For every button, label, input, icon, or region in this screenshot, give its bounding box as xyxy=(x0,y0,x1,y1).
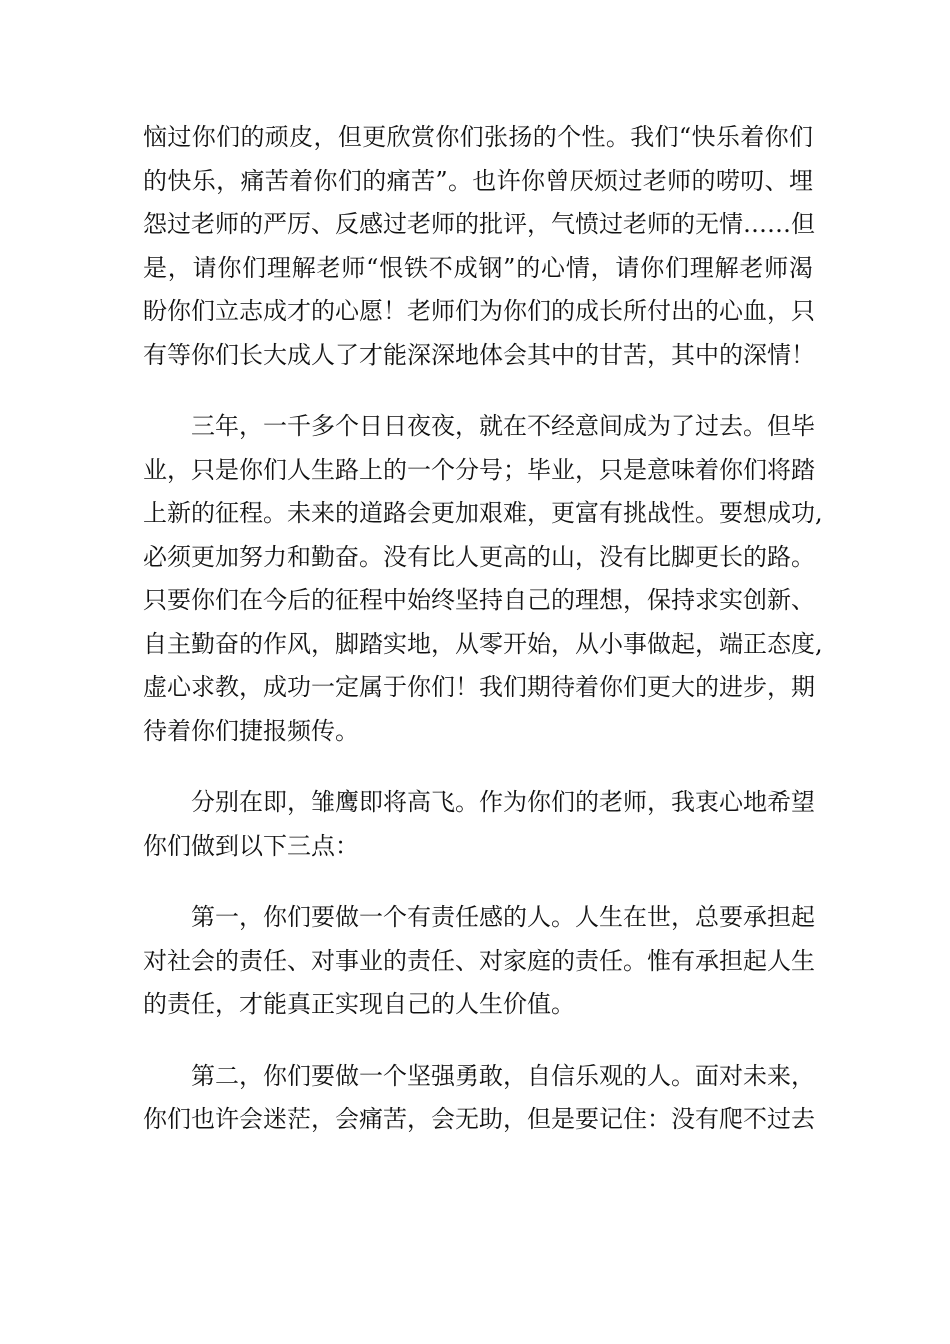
paragraph-4 xyxy=(143,896,813,1027)
text-line: 恼过你们的顽皮，但更欣赏你们张扬的个性。我们“快乐着你们 xyxy=(143,123,813,151)
text-line: 分别在即，雏鹰即将高飞。作为你们的老师，我衷心地希望 xyxy=(191,788,815,816)
text-line: 怨过老师的严厉、反感过老师的批评，气愤过老师的无情……但 xyxy=(143,210,815,238)
text-line: 必须更加努力和勤奋。没有比人更高的山，没有比脚更长的路。 xyxy=(143,542,815,571)
text-line: 自主勤奋的作风，脚踏实地，从零开始，从小事做起，端正态度, xyxy=(143,629,823,658)
text-line: 盼你们立志成才的心愿！老师们为你们的成长所付出的心血，只 xyxy=(143,297,815,325)
paragraph-1 xyxy=(143,116,813,377)
text-line: 是，请你们理解老师“恨铁不成钢”的心情，请你们理解老师渴 xyxy=(143,253,813,282)
text-line: 第二，你们要做一个坚强勇敢，自信乐观的人。面对未来， xyxy=(191,1061,815,1090)
text-line: 的责任，才能真正实现自己的人生价值。 xyxy=(143,990,575,1018)
paragraph-2 xyxy=(143,405,823,753)
text-line: 有等你们长大成人了才能深深地体会其中的甘苦，其中的深情！ xyxy=(143,340,815,369)
text-line: 你们做到以下三点： xyxy=(143,831,359,860)
paragraph-3 xyxy=(143,781,813,868)
text-line: 业，只是你们人生路上的一个分号；毕业，只是意味着你们将踏 xyxy=(143,455,815,484)
text-line: 只要你们在今后的征程中始终坚持自己的理想，保持求实创新、 xyxy=(143,586,815,614)
text-line: 的快乐，痛苦着你们的痛苦”。也许你曾厌烦过老师的唠叨、埋 xyxy=(143,166,813,195)
text-line: 上新的征程。未来的道路会更加艰难，更富有挑战性。要想成功, xyxy=(143,499,823,527)
text-line: 待着你们捷报频传。 xyxy=(143,716,359,745)
text-line: 第一，你们要做一个有责任感的人。人生在世，总要承担起 xyxy=(191,903,815,931)
text-line: 虚心求教，成功一定属于你们！我们期待着你们更大的进步，期 xyxy=(143,673,815,701)
text-line: 三年，一千多个日日夜夜，就在不经意间成为了过去。但毕 xyxy=(191,412,815,440)
paragraph-5 xyxy=(143,1055,813,1142)
body-text xyxy=(143,116,823,1170)
text-line: 对社会的责任、对事业的责任、对家庭的责任。惟有承担起人生 xyxy=(143,946,815,975)
text-line: 你们也许会迷茫，会痛苦，会无助，但是要记住：没有爬不过去 xyxy=(143,1105,815,1133)
